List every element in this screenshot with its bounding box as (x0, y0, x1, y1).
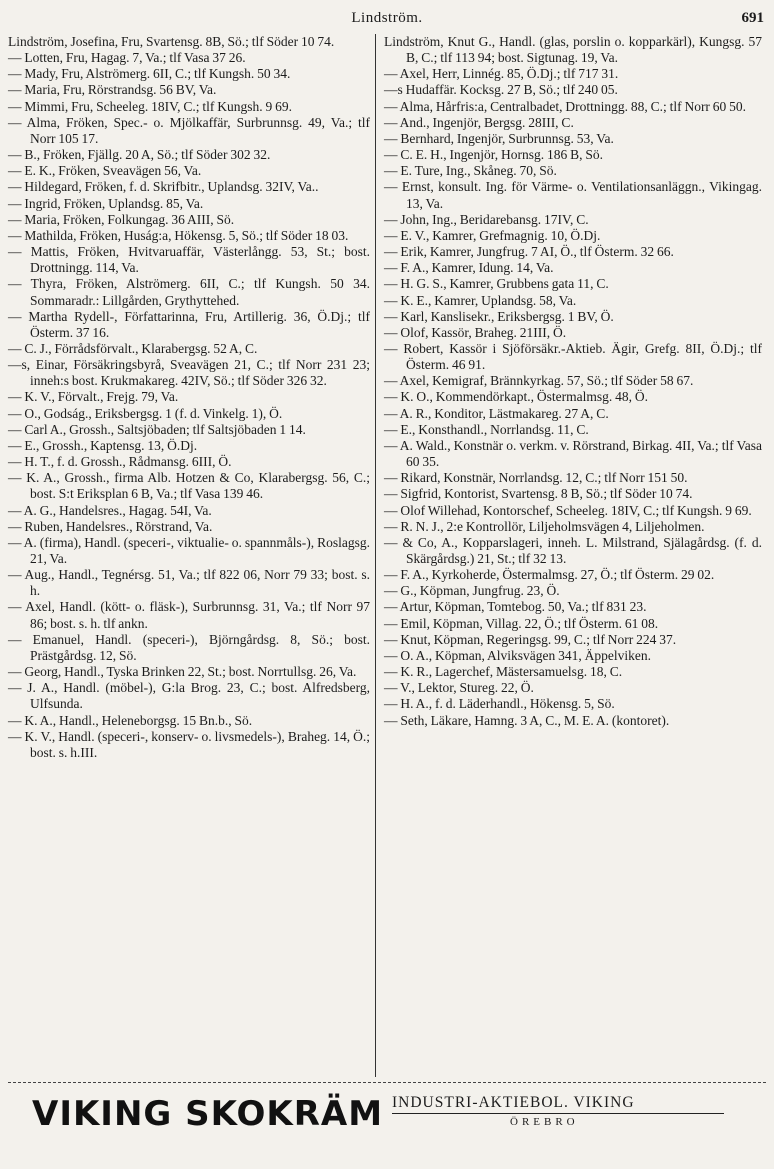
directory-entry: — A. R., Konditor, Lästmakareg. 27 A, C. (384, 405, 609, 421)
directory-entry: — F. A., Kyrkoherde, Östermalmsg. 27, Ö.; tlf Österm. 29 02. (384, 567, 715, 583)
directory-entry: Lindström, Knut G., Handl. (glas, porslin o. kopparkärl), Kungsg. 57 B, C.; tlf 113 94; bost. Sigtunag. 19, Va. (384, 34, 762, 66)
directory-entry: — G., Köpman, Jungfrug. 23, Ö. (384, 583, 560, 599)
directory-entry: — Ruben, Handelsres., Rörstrand, Va. (8, 518, 213, 534)
directory-entry: — E. Ture, Ing., Skåneg. 70, Sö. (384, 163, 557, 179)
directory-entry: — Emil, Köpman, Villag. 22, Ö.; tlf Österm. 61 08. (384, 615, 659, 631)
directory-entry: — J. A., Handl. (möbel-), G:la Brog. 23, C.; bost. Alfredsberg, Ulfsunda. (8, 680, 370, 712)
directory-entry: — H. T., f. d. Grossh., Rådmansg. 6III, Ö. (8, 454, 232, 470)
directory-entry: — R. N. J., 2:e Kontrollör, Liljeholmsvägen 4, Liljeholmen. (384, 518, 705, 534)
directory-entry: — Sigfrid, Kontorist, Svartensg. 8 B, Sö.; tlf Söder 10 74. (384, 486, 693, 502)
column-divider (375, 34, 376, 1077)
directory-entry: — Ernst, konsult. Ing. för Värme- o. Ventilationsanläggn., Vikingag. 13, Va. (384, 179, 762, 211)
directory-entry: — Lotten, Fru, Hagag. 7, Va.; tlf Vasa 37 26. (8, 50, 246, 66)
directory-entry: — K. E., Kamrer, Uplandsg. 58, Va. (384, 292, 577, 308)
directory-entry: — V., Lektor, Stureg. 22, Ö. (384, 680, 534, 696)
directory-entry: — K. A., Handl., Heleneborgsg. 15 Bn.b., Sö. (8, 712, 253, 728)
directory-entry: — Mimmi, Fru, Scheeleg. 18IV, C.; tlf Kungsh. 9 69. (8, 98, 292, 114)
directory-entry: — Martha Rydell-, Författarinna, Fru, Artillerig. 36, Ö.Dj.; tlf Österm. 37 16. (8, 308, 370, 340)
directory-entry: — E., Grossh., Kaptensg. 13, Ö.Dj. (8, 437, 198, 453)
page-header (0, 10, 774, 30)
directory-entry: — Alma, Hårfris:a, Centralbadet, Drottningg. 88, C.; tlf Norr 60 50. (384, 98, 747, 114)
directory-entry: — Artur, Köpman, Tomtebog. 50, Va.; tlf 831 23. (384, 599, 647, 615)
directory-entry: — E. V., Kamrer, Grefmagnig. 10, Ö.Dj. (384, 227, 601, 243)
directory-entry: — Robert, Kassör i Sjöförsäkr.-Aktieb. Ägir, Grefg. 8II, Ö.Dj.; tlf Österm. 46 91. (384, 340, 762, 373)
directory-entry: — K. V., Handl. (speceri-, konserv- o. livsmedels-), Braheg. 14, Ö.; bost. s. h.III. (8, 728, 370, 760)
directory-entry: — B., Fröken, Fjällg. 20 A, Sö.; tlf Söder 302 32. (8, 147, 271, 163)
directory-entry: — Erik, Kamrer, Jungfrug. 7 AI, Ö., tlf Österm. 32 66. (384, 244, 674, 260)
directory-entry: — K. V., Förvalt., Frejg. 79, Va. (8, 389, 179, 405)
directory-entry: — A. Wald., Konstnär o. verkm. v. Rörstrand, Birkag. 4II, Va.; tlf Vasa 60 35. (384, 437, 762, 470)
directory-entry: — Aug., Handl., Tegnérsg. 51, Va.; tlf 822 06, Norr 79 33; bost. s. h. (8, 567, 370, 599)
directory-entry: —s Hudaffär. Kocksg. 27 B, Sö.; tlf 240 05. (384, 82, 618, 98)
directory-entry: — E. K., Fröken, Sveavägen 56, Va. (8, 163, 202, 179)
running-head: Lindström. (351, 10, 423, 26)
advertisement-banner (0, 1084, 774, 1154)
page-number: 691 (741, 10, 764, 26)
directory-entry: — Bernhard, Ingenjör, Surbrunnsg. 53, Va. (384, 130, 614, 146)
directory-entry: — Axel, Handl. (kött- o. fläsk-), Surbrunnsg. 31, Va.; tlf Norr 97 86; bost. s. h. tlf ankn. (8, 599, 370, 631)
directory-entry: — C. E. H., Ingenjör, Hornsg. 186 B, Sö. (384, 147, 603, 163)
left-column (8, 34, 370, 761)
directory-entry: — Axel, Herr, Linnég. 85, Ö.Dj.; tlf 717 31. (384, 66, 619, 82)
directory-entry: — K. O., Kommendörkapt., Östermalmsg. 48, Ö. (384, 389, 648, 405)
directory-entry: — And., Ingenjör, Bergsg. 28III, C. (384, 114, 574, 130)
directory-entry: — Emanuel, Handl. (speceri-), Björngårdsg. 8, Sö.; bost. Prästgårdsg. 12, Sö. (8, 631, 370, 663)
ad-company: INDUSTRI-AKTIEBOL. VIKING (392, 1094, 635, 1111)
directory-entry: — Mady, Fru, Alströmerg. 6II, C.; tlf Kungsh. 50 34. (8, 66, 291, 82)
directory-entry: — Olof Willehad, Kontorschef, Scheeleg. 18IV, C.; tlf Kungsh. 9 69. (384, 502, 752, 518)
directory-entry: — Seth, Läkare, Hamng. 3 A, C., M. E. A. (kontoret). (384, 712, 670, 728)
directory-entry: —s, Einar, Försäkringsbyrå, Sveavägen 21, C.; tlf Norr 231 23; inneh:s bost. Krukmakareg. 42IV, Sö.; tlf Söder 326 32. (8, 357, 370, 389)
directory-entry: — Mathilda, Fröken, Huság:a, Hökensg. 5, Sö.; tlf Söder 18 03. (8, 227, 349, 243)
directory-entry: — O., Godság., Eriksbergsg. 1 (f. d. Vinkelg. 1), Ö. (8, 405, 283, 421)
ad-city: ÖREBRO (510, 1116, 579, 1128)
directory-entry: — O. A., Köpman, Alviksvägen 341, Äppelviken. (384, 647, 651, 663)
directory-entry: — H. A., f. d. Läderhandl., Hökensg. 5, Sö. (384, 696, 615, 712)
directory-entry: — Mattis, Fröken, Hvitvaruaffär, Västerlångg. 53, St.; bost. Drottningg. 114, Va. (8, 244, 370, 276)
directory-entry: — Alma, Fröken, Spec.- o. Mjölkaffär, Surbrunnsg. 49, Va.; tlf Norr 105 17. (8, 114, 370, 146)
directory-entry: — Carl A., Grossh., Saltsjöbaden; tlf Saltsjöbaden 1 14. (8, 421, 306, 437)
directory-entry: — Maria, Fru, Rörstrandsg. 56 BV, Va. (8, 82, 217, 98)
directory-entry: — Hildegard, Fröken, f. d. Skrifbitr., Uplandsg. 32IV, Va.. (8, 179, 319, 195)
directory-entry: — C. J., Förrådsförvalt., Klarabergsg. 52 A, C. (8, 340, 258, 356)
directory-entry: — K. A., Grossh., firma Alb. Hotzen & Co, Klarabergsg. 56, C.; bost. S:t Eriksplan 6 B, Va.; tlf Vasa 139 46. (8, 470, 370, 502)
directory-entry: — H. G. S., Kamrer, Grubbens gata 11, C. (384, 276, 609, 292)
ad-underline (392, 1113, 724, 1114)
directory-entry: — & Co, A., Kopparslageri, inneh. L. Milstrand, Själagårdsg. (f. d. Skärgårdsg.) 21, St.; tlf 32 13. (384, 534, 762, 566)
directory-entry: — John, Ing., Beridarebansg. 17IV, C. (384, 211, 589, 227)
directory-entry: — Olof, Kassör, Braheg. 21III, Ö. (384, 324, 567, 340)
directory-entry: — F. A., Kamrer, Idung. 14, Va. (384, 260, 554, 276)
ad-brand: VIKING SKOKRÄM (32, 1094, 384, 1134)
directory-entry: — Axel, Kemigraf, Brännkyrkag. 57, Sö.; tlf Söder 58 67. (384, 373, 694, 389)
directory-entry: — K. R., Lagerchef, Mästersamuelsg. 18, C. (384, 664, 623, 680)
directory-entry: Lindström, Josefina, Fru, Svartensg. 8B, Sö.; tlf Söder 10 74. (8, 34, 335, 49)
directory-entry: — Thyra, Fröken, Alströmerg. 6II, C.; tlf Kungsh. 50 34. Sommaradr.: Lillgården, Grythyttehed. (8, 276, 370, 308)
directory-entry: — E., Konsthandl., Norrlandsg. 11, C. (384, 421, 589, 437)
directory-entry: — A. G., Handelsres., Hagag. 54I, Va. (8, 502, 212, 518)
directory-entry: — Karl, Kanslisekr., Eriksbergsg. 1 BV, Ö. (384, 308, 614, 324)
directory-entry: — Knut, Köpman, Regeringsg. 99, C.; tlf Norr 224 37. (384, 631, 677, 647)
directory-entry: — Rikard, Konstnär, Norrlandsg. 12, C.; tlf Norr 151 50. (384, 470, 688, 486)
directory-entry: — Maria, Fröken, Folkungag. 36 AIII, Sö. (8, 211, 235, 227)
directory-entry: — Georg, Handl., Tyska Brinken 22, St.; bost. Norrtullsg. 26, Va. (8, 664, 357, 680)
right-column (384, 34, 762, 729)
directory-entry: — A. (firma), Handl. (speceri-, viktualie- o. spannmåls-), Roslagsg. 21, Va. (8, 534, 370, 566)
directory-entry: — Ingrid, Fröken, Uplandsg. 85, Va. (8, 195, 204, 211)
